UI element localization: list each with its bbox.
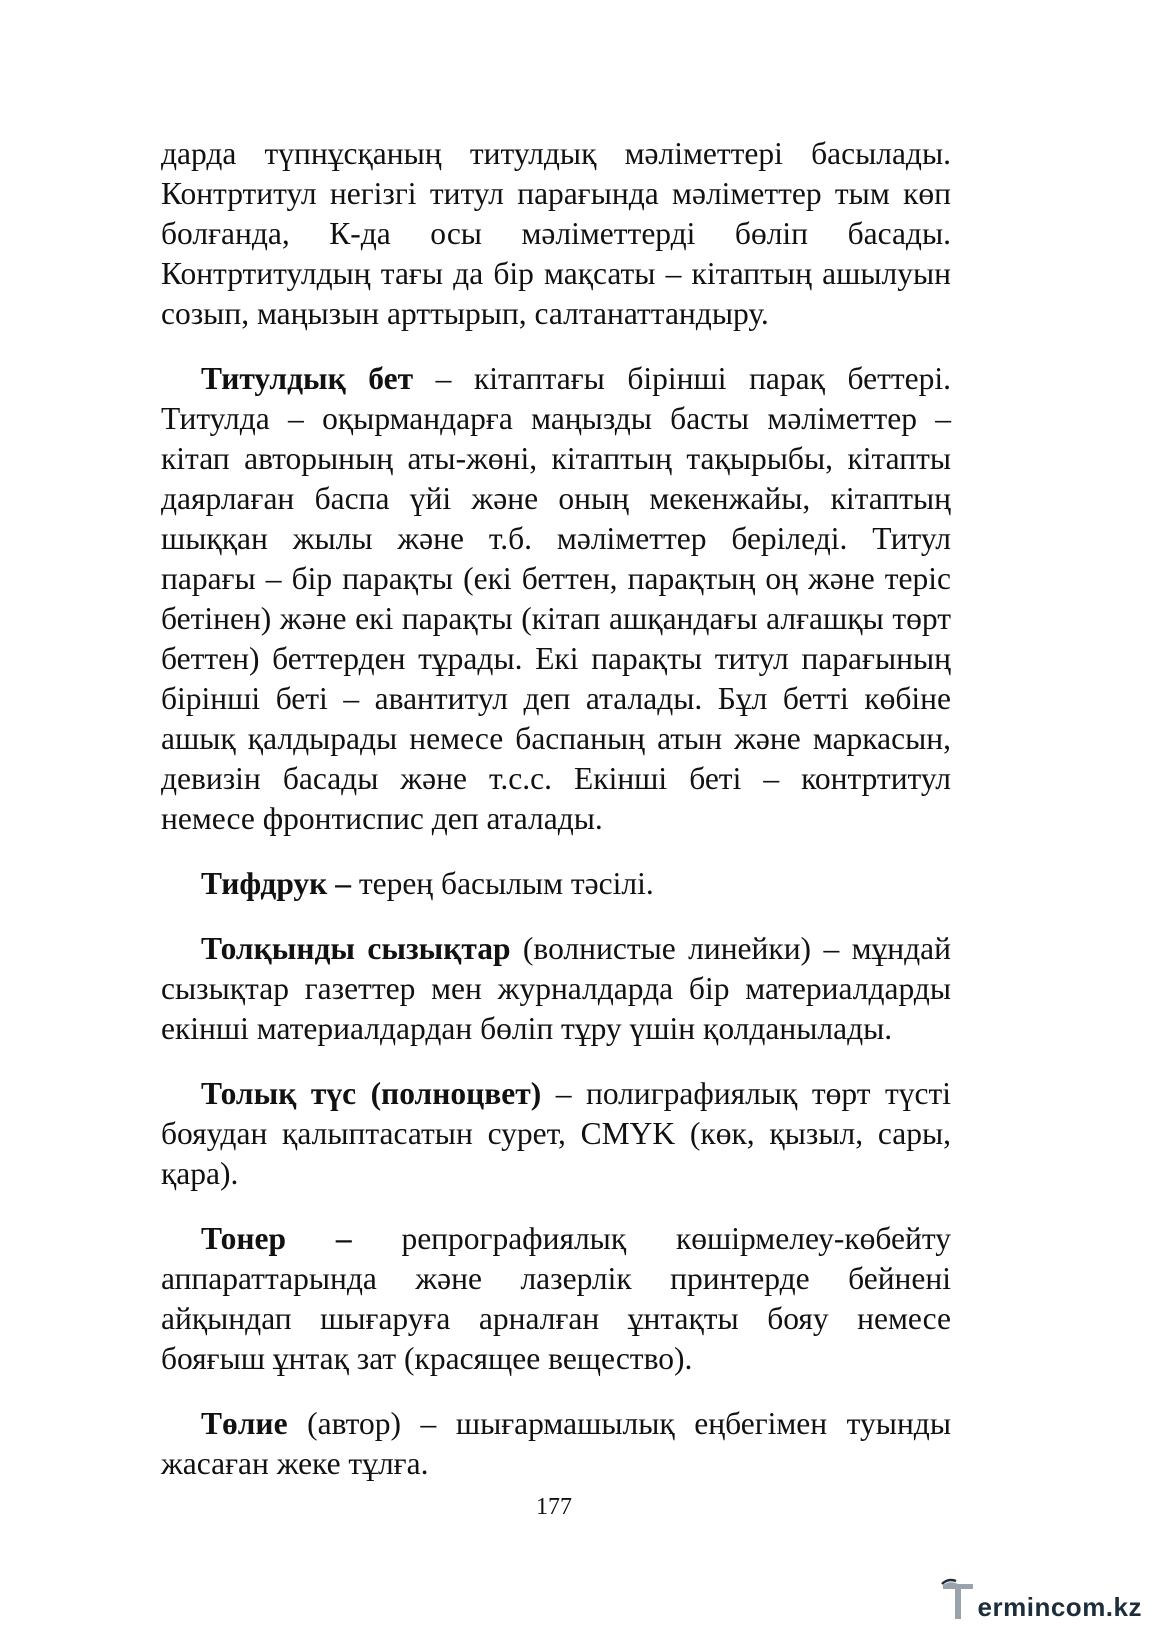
entry-tolyk-tus	[161, 1074, 951, 1194]
entry-text: – кітаптағы бірінші парақ беттері. Титулда – оқырмандарға маңызды басты мәліметтер – кітап авторының аты-жөні, кітаптың тақырыбы, кітапты даярлаған баспа үйі және оның мекенжайы, кітаптың шыққан жылы және т.б. мәліметтер беріледі. Титул парағы – бір парақты (екі беттен, парақтың оң және теріс бетінен) және екі парақты (кітап ашқандағы алғашқы төрт беттен) беттерден тұрады. Екі парақты титул парағының бірінші беті – авантитул деп аталады. Бұл бетті көбіне ашық қалдырады немесе баспаның атын және маркасын, девизін басады және т.с.с. Екінші беті – контртитул немесе фронтиспис деп аталады.	[161, 361, 951, 836]
page-body	[161, 134, 951, 1509]
entry-text: (автор) – шығармашылық еңбегімен туынды жасаған жеке тұлға.	[161, 1406, 951, 1481]
entry-text: – полиграфиялық төрт түсті бояудан қалыптасатын сурет, CMYK (көк, қызыл, сары, қара).	[161, 1076, 951, 1191]
entry-text: (волнистые линейки) – мұндай сызықтар газеттер мен журналдарда бір материалдарды екінші материалдардан бөліп тұру үшін қолданылады.	[161, 931, 951, 1046]
entry-term: Титулдық бет	[201, 361, 414, 396]
entry-toner	[161, 1219, 951, 1379]
entry-tolkyndy	[161, 929, 951, 1049]
entry-term: Толық түс (полноцвет)	[201, 1076, 542, 1111]
entry-continuation	[161, 134, 951, 334]
watermark-text: ermincom.kz	[977, 1592, 1142, 1622]
entry-term: Төлие	[201, 1406, 288, 1441]
entry-text: терең басылым тәсілі.	[350, 866, 654, 901]
entry-term: Тифдрук –	[201, 866, 351, 901]
entry-titul-bet	[161, 359, 951, 839]
entry-tifdruk	[161, 864, 951, 904]
entry-tolie	[161, 1404, 951, 1484]
entry-text: репрографиялық көшірмелеу-көбейту аппараттарында және лазерлік принтерде бейнені айқындап шығаруға арналған ұнтақты бояу немесе бояғыш ұнтақ зат (красящее вещество).	[161, 1221, 951, 1376]
page-number: 177	[536, 1494, 572, 1520]
watermark[interactable]	[940, 1575, 1142, 1623]
termincom-logo-icon	[940, 1575, 976, 1623]
entry-term: Тонер –	[201, 1221, 352, 1256]
entry-text: дарда түпнұсқаның титулдық мәліметтері басылады. Контртитул негізгі титул парағында мәліметтер тым көп болғанда, К-да осы мәліметтерді бөліп басады. Контртитулдың тағы да бір мақсаты – кітаптың ашылуын созып, маңызын арттырып, салтанаттандыру.	[161, 136, 951, 331]
entry-term: Толқынды сызықтар	[201, 931, 511, 966]
